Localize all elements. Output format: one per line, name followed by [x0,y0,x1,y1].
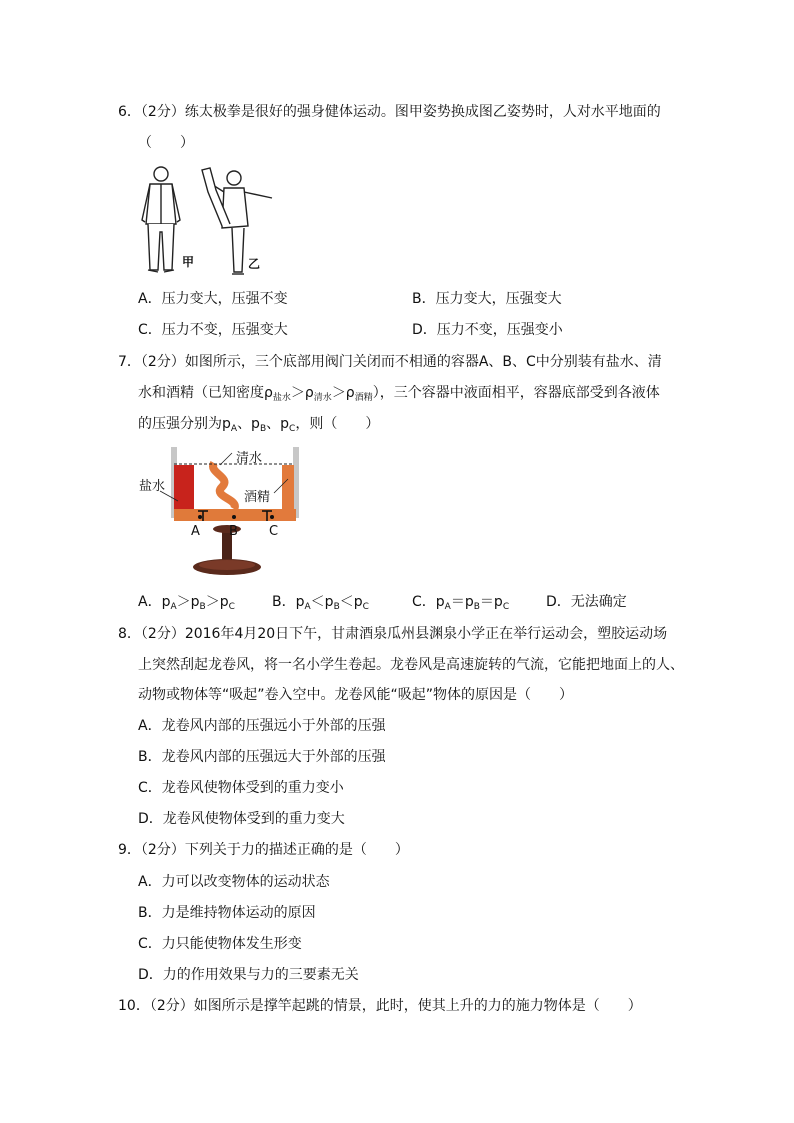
q8-stem-line3: 动物或物体等“吸起”卷入空中。龙卷风能“吸起”物体的原因是（ ） [138,687,574,703]
q7-option-d[interactable]: D．无法确定 [546,594,627,610]
q8-option-a[interactable]: A．龙卷风内部的压强远小于外部的压强 [138,718,386,734]
q7-stem-line3: 的压强分别为$p_A$、$p_B$、$p_C$，则（ ） [138,416,380,434]
label-alcohol: 酒精 [244,490,271,505]
clear-water-tube [213,463,235,509]
q6-option-b[interactable]: B．压力变大，压强变大 [412,291,562,307]
q6-option-c[interactable]: C．压力不变，压强变大 [138,322,288,338]
label-b: B [229,524,238,539]
figure-label-jia: 甲 [182,255,195,269]
q10-stem-line1: 10．（2分）如图所示是撑竿起跳的情景，此时，使其上升的力的施力物体是（ ） [118,998,642,1014]
label-c: C [269,524,279,539]
q6-option-a[interactable]: A．压力变大，压强不变 [138,291,288,307]
q7-stem-line2: 水和酒精（已知密度$\rho_{盐水}>\rho_{清水}>\rho_{酒精}$），三个容器中液面相平，容器底部受到各液体 [138,385,660,403]
q7-stem-line1: 7．（2分）如图所示，三个底部用阀门关闭而不相通的容器A、B、C中分别装有盐水、清 [118,354,662,370]
q8-option-c[interactable]: C．龙卷风使物体受到的重力变小 [138,780,344,796]
q8-option-d[interactable]: D．龙卷风使物体受到的重力变大 [138,811,345,827]
alcohol-liquid [276,465,294,521]
q8-stem-line2: 上突然刮起龙卷风，将一名小学生卷起。龙卷风是高速旋转的气流，它能把地面上的人、 [138,657,684,673]
q9-option-b[interactable]: B．力是维持物体运动的原因 [138,905,316,921]
taichi-figure [136,162,276,280]
q7-option-a[interactable]: A．$p_A>p_B>p_C$ [138,594,235,612]
figure-label-yi: 乙 [248,257,261,271]
label-clear-water: 清水 [236,451,263,466]
q9-option-a[interactable]: A．力可以改变物体的运动状态 [138,874,330,890]
q7-option-b[interactable]: B．$p_A<p_B<p_C$ [272,594,369,612]
kicking-person-figure [202,168,272,274]
q6-stem-line1: 6．（2分）练太极拳是很好的强身健体运动。图甲姿势换成图乙姿势时，人对水平地面的 [118,104,661,120]
containers-figure [136,443,306,581]
q8-option-b[interactable]: B．龙卷风内部的压强远大于外部的压强 [138,749,386,765]
q7-option-c[interactable]: C．$p_A=p_B=p_C$ [412,594,510,612]
label-salt-water: 盐水 [139,479,166,494]
q6-option-d[interactable]: D．压力不变，压强变小 [412,322,563,338]
q9-option-d[interactable]: D．力的作用效果与力的三要素无关 [138,967,359,983]
container-stand [193,525,261,575]
standing-person-figure [142,167,180,272]
label-a: A [191,524,200,539]
q9-stem-line1: 9．（2分）下列关于力的描述正确的是（ ） [118,842,409,858]
q8-stem-line1: 8．（2分）2016年4月20日下午，甘肃酒泉瓜州县渊泉小学正在举行运动会，塑胶运动场 [118,626,668,642]
q9-option-c[interactable]: C．力只能使物体发生形变 [138,936,302,952]
q6-stem-line2: （ ） [138,135,194,151]
